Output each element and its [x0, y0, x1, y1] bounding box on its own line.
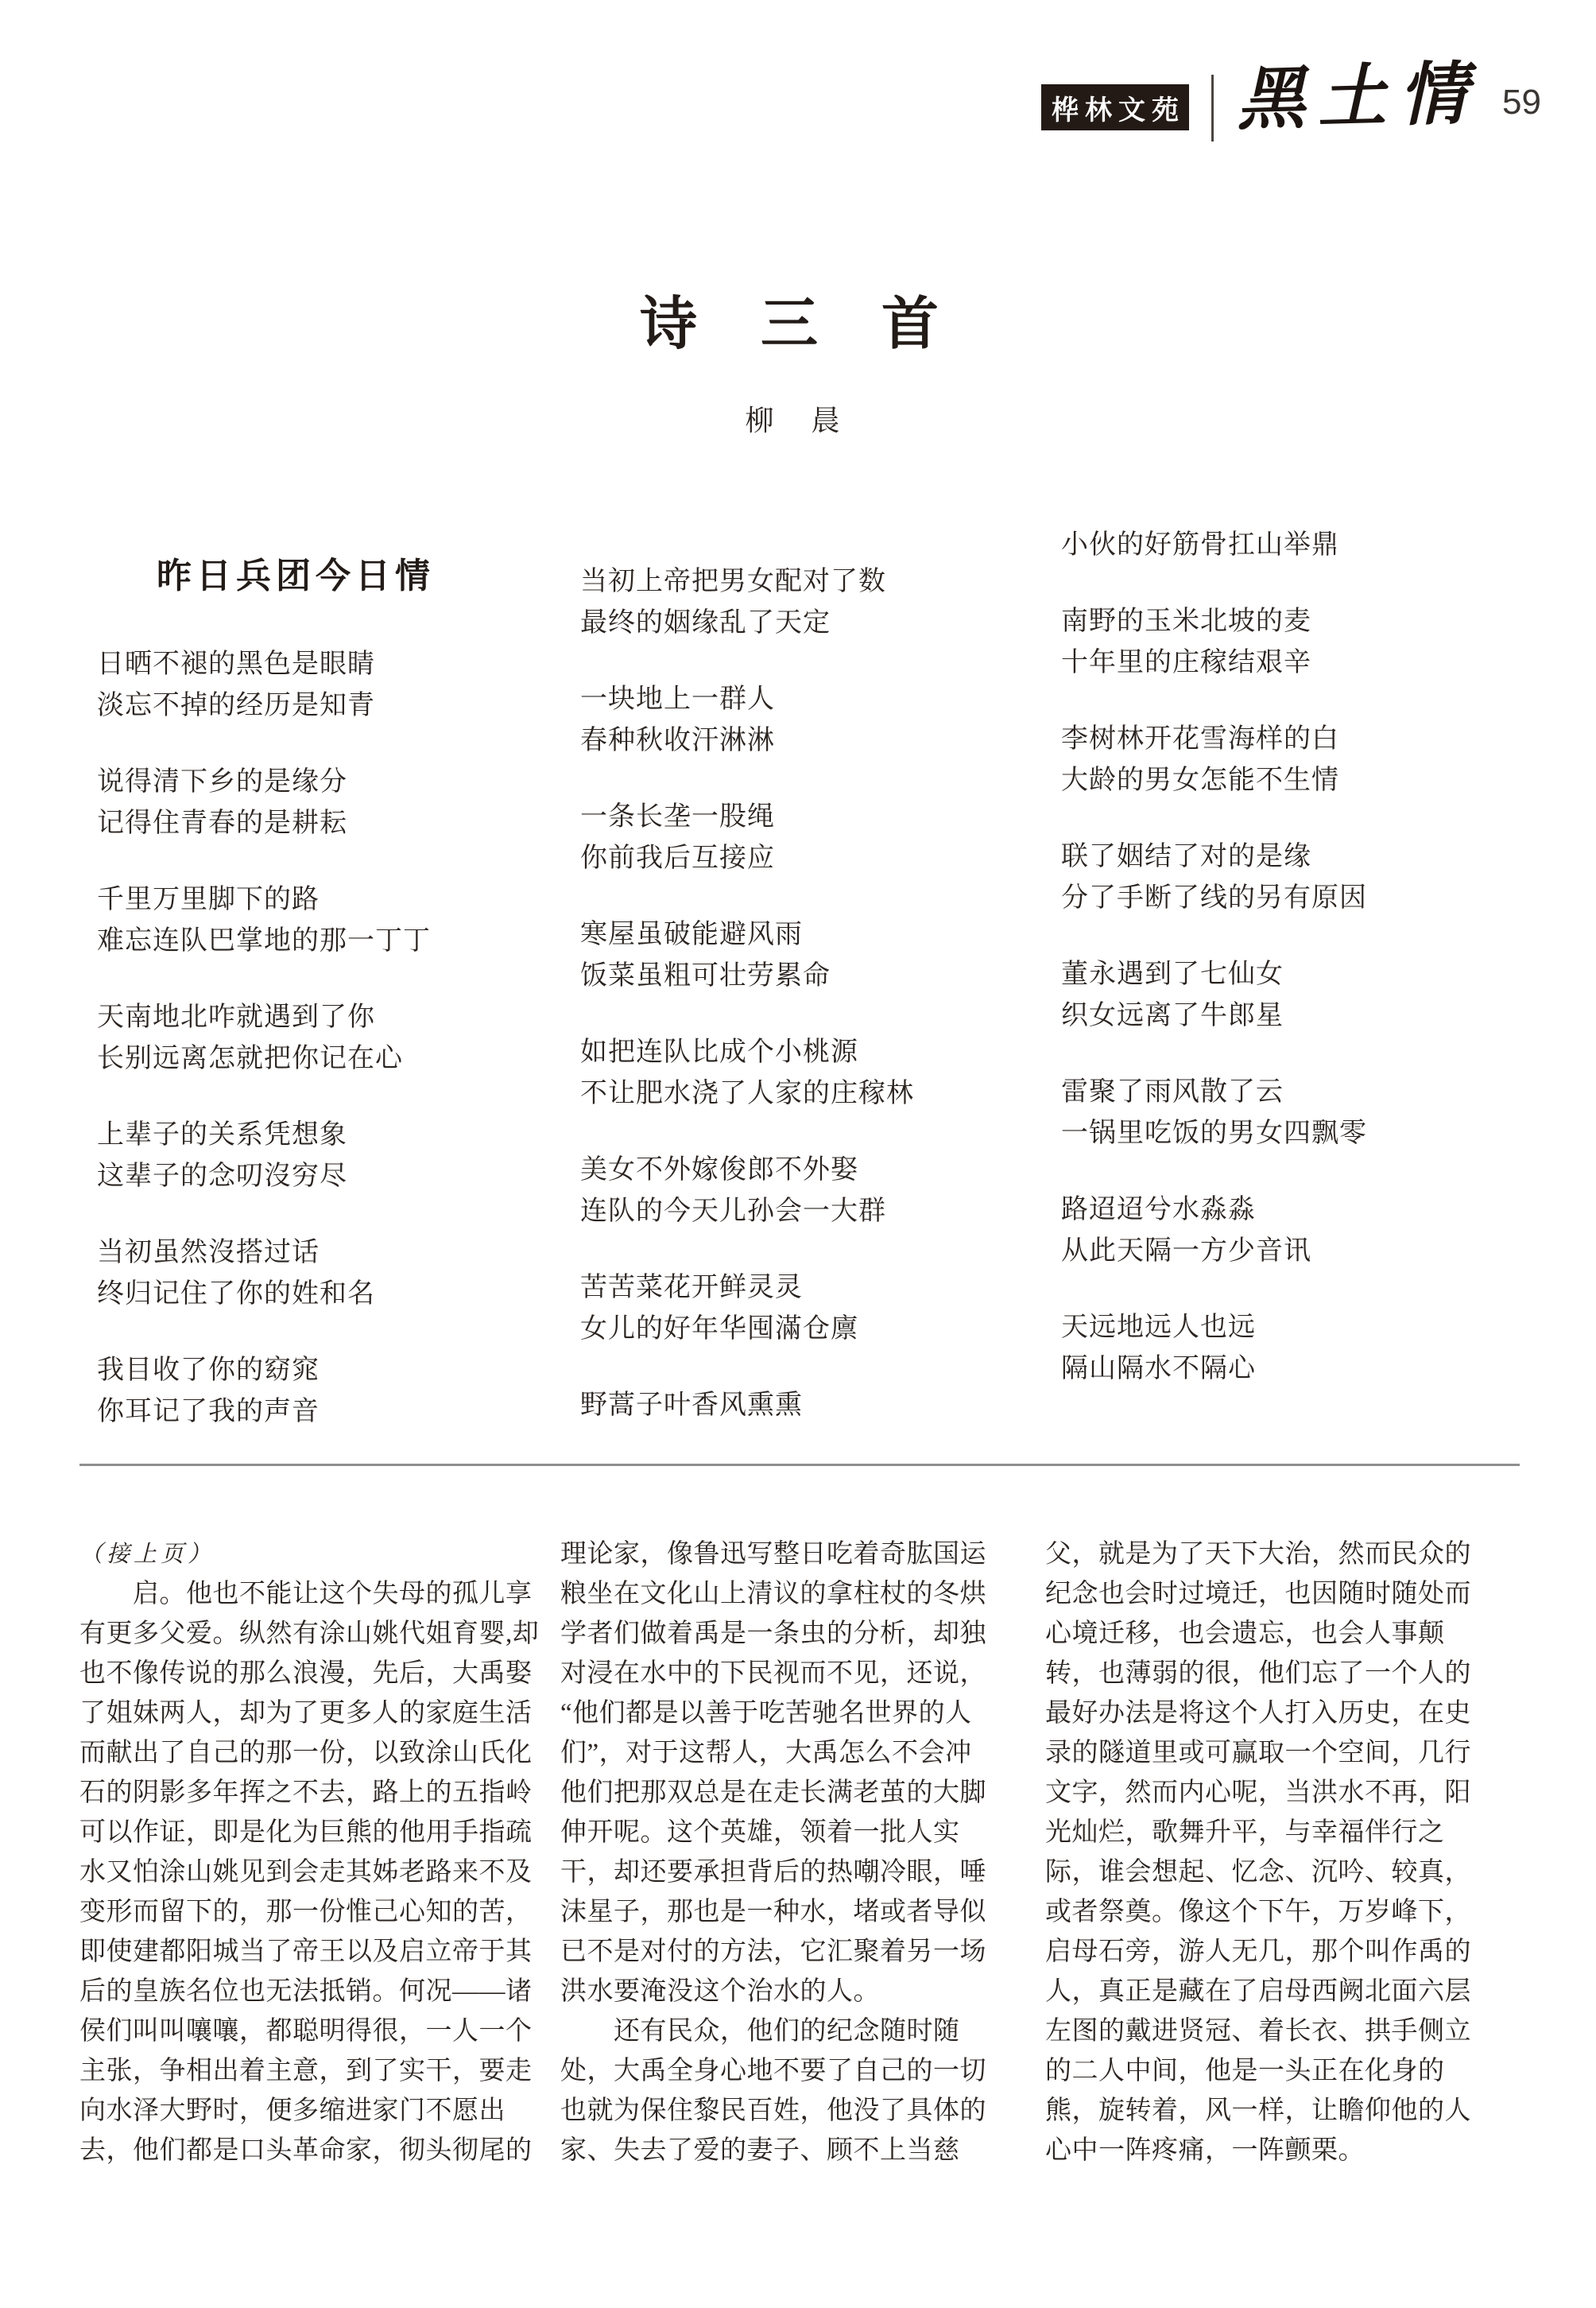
poem-stanza-list — [580, 561, 1009, 1426]
poem-stanza-list — [97, 644, 526, 1433]
poem-line: 千里万里脚下的路 — [97, 885, 320, 914]
prose-line-list — [1045, 1534, 1530, 2170]
prose-line: 而献出了自己的那一份，以致涂山氏化 — [79, 1739, 533, 1767]
prose-line: 理论家，像鲁迅写整日吃着奇肱国运 — [560, 1540, 986, 1569]
prose-line: 光灿烂，歌舞升平，与幸福伴行之 — [1045, 1818, 1445, 1847]
poem-stanza — [1061, 836, 1506, 919]
poem-line: 一锅里吃饭的男女四飘零 — [1061, 1119, 1367, 1148]
prose-line: 父，就是为了天下大治，然而民众的 — [1045, 1540, 1471, 1569]
article-author: 柳 晨 — [745, 405, 851, 436]
section-divider-rule — [79, 1464, 1520, 1466]
poem-line: 难忘连队巴掌地的那一丁丁 — [97, 926, 431, 956]
poem-stanza — [1061, 954, 1506, 1037]
continuation-note: （接上页） — [79, 1542, 215, 1567]
poem-stanza — [580, 1267, 1009, 1350]
prose-column-2 — [560, 1534, 1045, 2170]
poem-line: 终归记住了你的姓和名 — [97, 1279, 375, 1309]
poem-line: 上辈子的关系凭想象 — [97, 1120, 347, 1150]
prose-line: 他们把那双总是在走长满老茧的大脚 — [560, 1779, 986, 1807]
prose-line: 向水泽大野时，便多缩进家门不愿出 — [79, 2097, 506, 2125]
prose-line: 纪念也会时过境迁，也因随时随处而 — [1045, 1580, 1471, 1608]
poem-stanza-list — [1061, 525, 1506, 1390]
poem-line: 织女远离了牛郎星 — [1061, 1001, 1284, 1030]
prose-line: 学者们做着禹是一条虫的分析，却独 — [560, 1619, 986, 1648]
prose-line: 去，他们都是口头革命家，彻头彻尾的 — [79, 2136, 533, 2165]
prose-line: 后的皇族名位也无法抵销。何况——诸 — [79, 1977, 533, 2006]
poem-line: 最终的姻缘乱了天定 — [580, 608, 831, 638]
poem-stanza — [580, 561, 1009, 644]
poem-stanza — [580, 914, 1009, 997]
prose-line: 也就为保住黎民百姓，他没了具体的 — [560, 2097, 986, 2125]
poem-line: 天南地北咋就遇到了你 — [97, 1003, 375, 1032]
prose-line: 启母石旁，游人无几，那个叫作禹的 — [1045, 1938, 1471, 1966]
poem-line: 长别远离怎就把你记在心 — [97, 1044, 403, 1073]
poem-line: 从此天隔一方少音讯 — [1061, 1236, 1311, 1266]
poem-line: 野蒿子叶香风熏熏 — [580, 1391, 803, 1420]
poem-stanza — [1061, 525, 1506, 566]
poem-line: 淡忘不掉的经历是知青 — [97, 691, 375, 720]
prose-line: 心境迁移，也会遗忘，也会人事颠 — [1045, 1619, 1445, 1648]
poem-line: 南野的玉米北坡的麦 — [1061, 607, 1311, 636]
poem-stanza — [1061, 1072, 1506, 1154]
prose-column-3 — [1045, 1534, 1530, 2170]
prose-line: 心中一阵疼痛，一阵颤栗。 — [1045, 2136, 1365, 2165]
prose-line: 变形而留下的，那一份惟己心知的苦， — [79, 1898, 533, 1926]
prose-line: 启。他也不能让这个失母的孤儿享 — [79, 1580, 533, 1608]
poem-line: 春种秋收汗淋淋 — [580, 726, 775, 755]
poem-line: 隔山隔水不隔心 — [1061, 1354, 1256, 1383]
poem-line: 如把连队比成个小桃源 — [580, 1038, 858, 1067]
poem-line: 十年里的庄稼结艰辛 — [1061, 648, 1311, 677]
poem-line: 说得清下乡的是缘分 — [97, 767, 347, 797]
poem-line: 当初上帝把男女配对了数 — [580, 567, 886, 596]
prose-line: “他们都是以善于吃苦驰名世界的人 — [560, 1699, 972, 1728]
poem-line: 苦苦菜花开鲜灵灵 — [580, 1273, 803, 1302]
poem-line: 路迢迢兮水淼淼 — [1061, 1195, 1256, 1224]
prose-line: 水又怕涂山姚见到会走其姊老路来不及 — [79, 1858, 533, 1887]
poem-stanza — [580, 1032, 1009, 1115]
prose-line: 处，大禹全身心地不要了自己的一切 — [560, 2057, 986, 2085]
poem-line: 雷聚了雨风散了云 — [1061, 1077, 1284, 1107]
prose-line: 最好办法是将这个人打入历史，在史 — [1045, 1699, 1471, 1728]
poem-line: 连队的今天儿孙会一大群 — [580, 1197, 886, 1226]
poem-line: 小伙的好筋骨扛山举鼎 — [1061, 530, 1339, 560]
prose-line: 伸开呢。这个英雄，领着一批人实 — [560, 1818, 960, 1847]
prose-line: 或者祭奠。像这个下午，万岁峰下， — [1045, 1898, 1471, 1926]
poem-stanza — [1061, 719, 1506, 801]
prose-line: 侯们叫叫嚷嚷，都聪明得很，一人一个 — [79, 2017, 533, 2046]
prose-line: 洪水要淹没这个治水的人。 — [560, 1977, 880, 2006]
poem-column-1 — [97, 557, 526, 1468]
poem-line: 日晒不褪的黑色是眼睛 — [97, 650, 375, 679]
prose-line: 转，也薄弱的很，他们忘了一个人的 — [1045, 1659, 1471, 1688]
prose-line: 沫星子，那也是一种水，堵或者导似 — [560, 1898, 986, 1926]
prose-line: 家、失去了爱的妻子、顾不上当慈 — [560, 2136, 960, 2165]
page-number: 59 — [1502, 83, 1541, 122]
poem-line: 一条长垄一股绳 — [580, 802, 775, 832]
poem-line: 不让肥水浇了人家的庄稼林 — [580, 1079, 914, 1108]
prose-line: 主张，争相出着主意，到了实干，要走 — [79, 2057, 533, 2085]
prose-line: 对浸在水中的下民视而不见，还说， — [560, 1659, 986, 1688]
poem-line: 记得住青春的是耕耘 — [97, 809, 347, 838]
section-badge: 桦林文苑 — [1041, 84, 1189, 130]
poem-line: 你耳记了我的声音 — [97, 1397, 320, 1426]
prose-line: 干，却还要承担背后的热嘲冷眼，唾 — [560, 1858, 986, 1887]
prose-line: 也不像传说的那么浪漫，先后，大禹娶 — [79, 1659, 533, 1688]
prose-line: 还有民众，他们的纪念随时随 — [560, 2017, 960, 2046]
poem-line: 饭菜虽粗可壮劳累命 — [580, 961, 831, 991]
poem-line: 美女不外嫁俊郎不外娶 — [580, 1155, 858, 1185]
prose-line: 即使建都阳城当了帝王以及启立帝于其 — [79, 1938, 533, 1966]
prose-line: 熊，旋转着，风一样，让瞻仰他的人 — [1045, 2097, 1471, 2125]
poem-line: 你前我后互接应 — [580, 844, 775, 873]
prose-line: 粮坐在文化山上清议的拿柱杖的冬烘 — [560, 1580, 986, 1608]
poem-stanza — [580, 1385, 1009, 1426]
poem-line: 我目收了你的窈窕 — [97, 1356, 320, 1385]
prose-line: 的二人中间，他是一头正在化身的 — [1045, 2057, 1445, 2085]
prose-column-1 — [79, 1534, 564, 2170]
poem-column-3 — [1061, 525, 1506, 1425]
prose-line-list — [560, 1534, 1045, 2170]
poem-stanza — [580, 797, 1009, 879]
poem-stanza — [1061, 1307, 1506, 1390]
poem-heading: 昨日兵团今日情 — [157, 557, 435, 595]
poem-stanza — [97, 644, 526, 727]
poem-line: 女儿的好年华囤滿仓廪 — [580, 1314, 858, 1344]
prose-line: 已不是对付的方法，它汇聚着另一场 — [560, 1938, 986, 1966]
poem-stanza — [1061, 601, 1506, 684]
poem-line: 李树林开花雪海样的白 — [1061, 724, 1339, 754]
prose-line: 文字，然而内心呢，当洪水不再，阳 — [1045, 1779, 1471, 1807]
poem-stanza — [97, 997, 526, 1080]
prose-line: 人，真正是藏在了启母西阙北面六层 — [1045, 1977, 1471, 2006]
prose-line: 们”，对于这帮人，大禹怎么不会冲 — [560, 1739, 972, 1767]
poem-stanza — [97, 1350, 526, 1433]
prose-line: 有更多父爱。纵然有涂山姚代姐育婴,却 — [79, 1619, 540, 1648]
magazine-logo: 黑土情 — [1235, 56, 1482, 138]
header-divider — [1211, 75, 1214, 142]
poem-line: 大龄的男女怎能不生情 — [1061, 766, 1339, 795]
prose-line: 可以作证，即是化为巨熊的他用手指疏 — [79, 1818, 533, 1847]
poem-stanza — [580, 679, 1009, 762]
poem-stanza — [1061, 1189, 1506, 1272]
poem-line: 联了姻结了对的是缘 — [1061, 842, 1311, 871]
poem-stanza — [97, 879, 526, 962]
prose-line: 际，谁会想起、忆念、沉吟、较真， — [1045, 1858, 1471, 1887]
poem-stanza — [97, 762, 526, 844]
article-title: 诗 三 首 — [639, 293, 956, 356]
prose-line: 了姐妹两人，却为了更多人的家庭生活 — [79, 1699, 533, 1728]
prose-line: 录的隧道里或可赢取一个空间，几行 — [1045, 1739, 1471, 1767]
prose-line-list — [79, 1574, 564, 2170]
prose-line: 石的阴影多年挥之不去，路上的五指岭 — [79, 1779, 533, 1807]
poem-stanza — [97, 1232, 526, 1315]
poem-column-2 — [580, 561, 1009, 1461]
poem-line: 寒屋虽破能避风雨 — [580, 920, 803, 949]
poem-line: 当初虽然沒搭过话 — [97, 1238, 320, 1267]
poem-line: 这辈子的念叨沒穷尽 — [97, 1162, 347, 1191]
poem-stanza — [580, 1150, 1009, 1232]
poem-line: 一块地上一群人 — [580, 685, 775, 714]
poem-stanza — [97, 1115, 526, 1197]
poem-line: 分了手断了线的另有原因 — [1061, 883, 1367, 913]
prose-line: 左图的戴进贤冠、着长衣、拱手侧立 — [1045, 2017, 1471, 2046]
poem-line: 董永遇到了七仙女 — [1061, 960, 1284, 989]
poem-line: 天远地远人也远 — [1061, 1313, 1256, 1342]
